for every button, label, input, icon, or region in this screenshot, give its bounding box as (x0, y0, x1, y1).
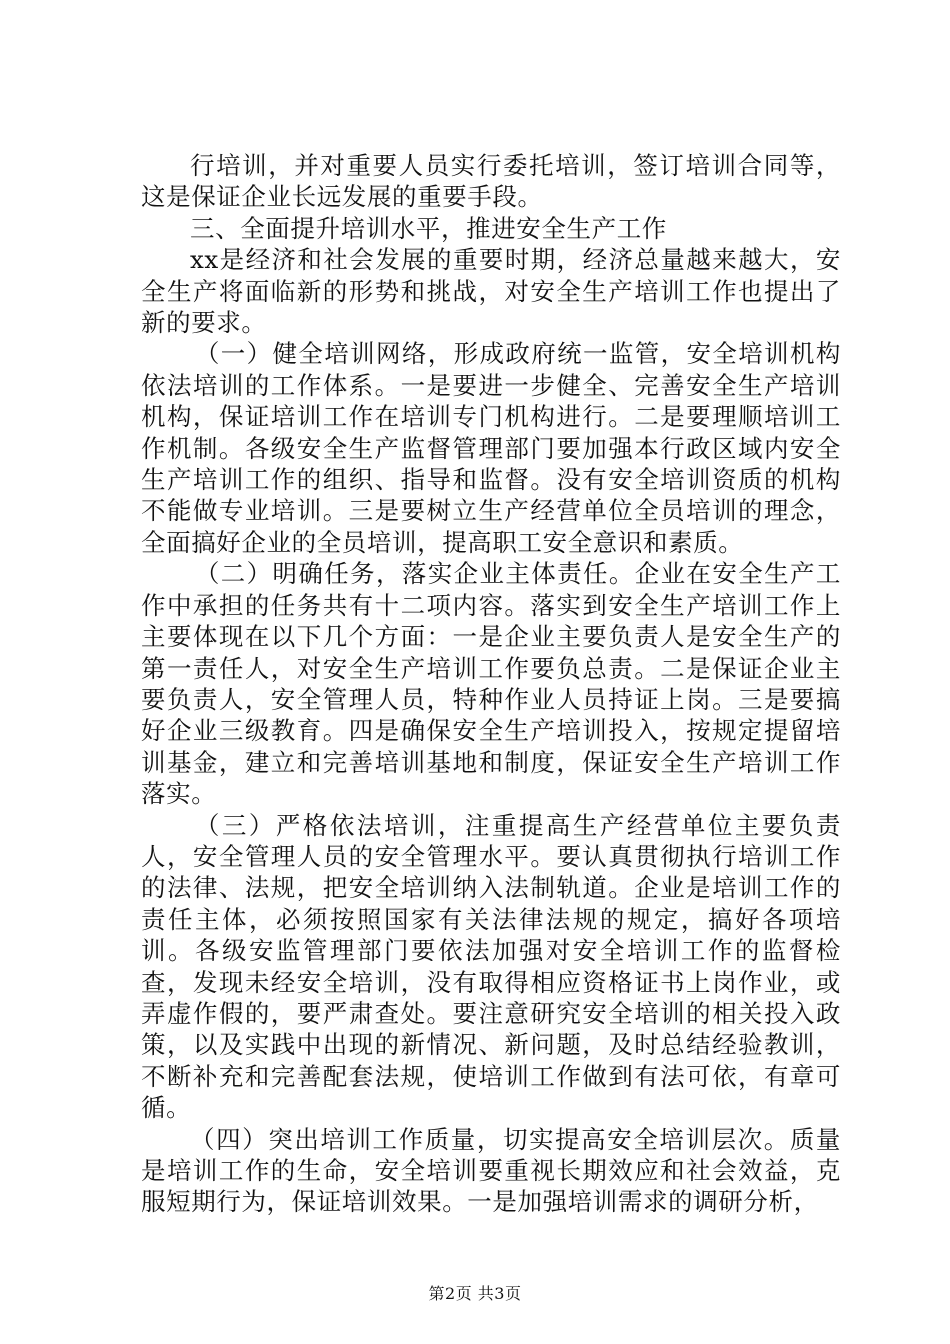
document-body (141, 150, 841, 1218)
paragraph-item-1: （一）健全培训网络，形成政府统一监管，安全培训机构依法培训的工作体系。一是要进一步健全、完善安全生产培训机构，保证培训工作在培训专门机构进行。二是要理顺培训工作机制。各级安全生产监督管理部门要加强本行政区域内安全生产培训工作的组织、指导和监督。没有安全培训资质的机构不能做专业培训。三是要树立生产经营单位全员培训的理念，全面搞好企业的全员培训，提高职工安全意识和素质。 (141, 339, 841, 557)
paragraph-item-4: （四）突出培训工作质量，切实提高安全培训层次。质量是培训工作的生命，安全培训要重视长期效应和社会效益，克服短期行为，保证培训效果。一是加强培训需求的调研分析， (141, 1124, 841, 1217)
page-number-footer: 第2页 共3页 (428, 1284, 522, 1303)
paragraph-continuation: 行培训，并对重要人员实行委托培训，签订培训合同等，这是保证企业长远发展的重要手段。 (141, 151, 841, 212)
paragraph-item-2: （二）明确任务，落实企业主体责任。企业在安全生产工作中承担的任务共有十二项内容。落实到安全生产培训工作上主要体现在以下几个方面：一是企业主要负责人是安全生产的第一责任人，对安全生产培训工作要负总责。二是保证企业主要负责人，安全管理人员，特种作业人员持证上岗。三是要搞好企业三级教育。四是确保安全生产培训投入，按规定提留培训基金，建立和完善培训基地和制度，保证安全生产培训工作落实。 (141, 559, 841, 809)
paragraph-item-3: （三）严格依法培训，注重提高生产经营单位主要负责人，安全管理人员的安全管理水平。要认真贯彻执行培训工作的法律、法规，把安全培训纳入法制轨道。企业是培训工作的责任主体，必须按照国家有关法律法规的规定，搞好各项培训。各级安监管理部门要依法加强对安全培训工作的监督检查，发现未经安全培训，没有取得相应资格证书上岗作业，或弄虚作假的，要严肃查处。要注意研究安全培训的相关投入政策，以及实践中出现的新情况、新问题，及时总结经验教训，不断补充和完善配套法规，使培训工作做到有法可依，有章可循。 (141, 810, 841, 1123)
section-heading: 三、全面提升培训水平，推进安全生产工作 (190, 213, 667, 243)
paragraph-intro: xx是经济和社会发展的重要时期，经济总量越来越大，安全生产将面临新的形势和挑战，对安全生产培训工作也提出了新的要求。 (141, 245, 841, 338)
